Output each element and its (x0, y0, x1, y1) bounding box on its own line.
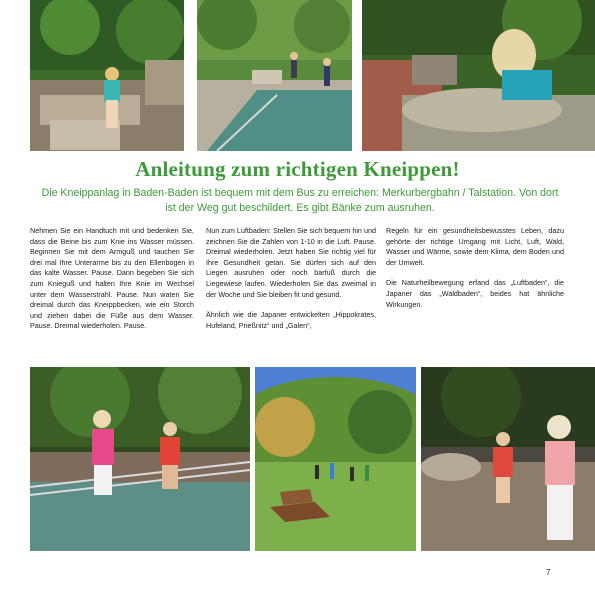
text-column-3 (386, 226, 564, 320)
paragraph: Die Naturheilbewegung erfand das „Luftbaden“, die Japaner das „Waldbaden“, beides hat ähnliche Wirkungen. (386, 278, 564, 309)
page-number: 7 (546, 568, 551, 577)
photo-women-wading (30, 367, 250, 551)
photo-women-air-bathing (421, 367, 595, 551)
photo-woman-at-stone-basin (362, 0, 595, 151)
text-column-2 (206, 226, 376, 341)
paragraph: Regeln für ein gesundheitsbewusstes Leben, dazu gehörte der richtige Umgang mit Licht, Luft, Wald, Wasser und Wärme, sowie dem Klima, dem Boden und der Umwelt. (386, 226, 564, 267)
photo-meadow-group (255, 367, 416, 551)
paragraph: Nehmen Sie ein Handtuch mit und bedenken Sie, dass die Beine bis zum Knie ins Wasser müssen. Beginnen Sie mit dem Armguß und tauchen Sie drei mal Ihre Unterarme bis zu den Ellenbogen in das kalte Wasser. Pause. Dann begeben Sie sich zum Knieguß und halten Ihre Knie im Wechsel unter dem Wasserstrahl. Pause. Nun waten Sie dreimal durch das Kneippbecken, wie ein Storch und ziehen dabei die Füße aus dem Wasser. Pause. Dreimal wiederholen. Pause. (30, 226, 194, 331)
photo-woman-arm-bath (30, 0, 184, 151)
article-intro: Die Kneippanlag in Baden-Baden ist bequem mit dem Bus zu erreichen: Merkurbergbahn / Talstation. Von dort ist der Weg gut beschildert. Es gibt Bänke zum ausruhen. (41, 187, 559, 214)
text-column-1 (30, 226, 194, 342)
photo-kneipp-basin-people (197, 0, 352, 151)
paragraph: Nun zum Luftbaden: Stellen Sie sich bequem hin und zeichnen Sie die Zahlen von 1-10 in die Luft. Pause. Dreimal wiederholen. Jetzt haben Sie richtig viel für Ihre Gesundheit getan. Sie dürfen sich auf den Liegen ausruhen oder noch barfuß durch die Liegewiese laufen. Wiederholen Sie das zweimal in der Woche und Sie bleiben fit und gesund. (206, 226, 376, 299)
paragraph: Ähnlich wie die Japaner entwickelten „Hippokrates, Hufeland, Prießnitz“ und „Galen“, (206, 310, 376, 330)
article-title: Anleitung zum richtigen Kneippen! (135, 157, 460, 181)
